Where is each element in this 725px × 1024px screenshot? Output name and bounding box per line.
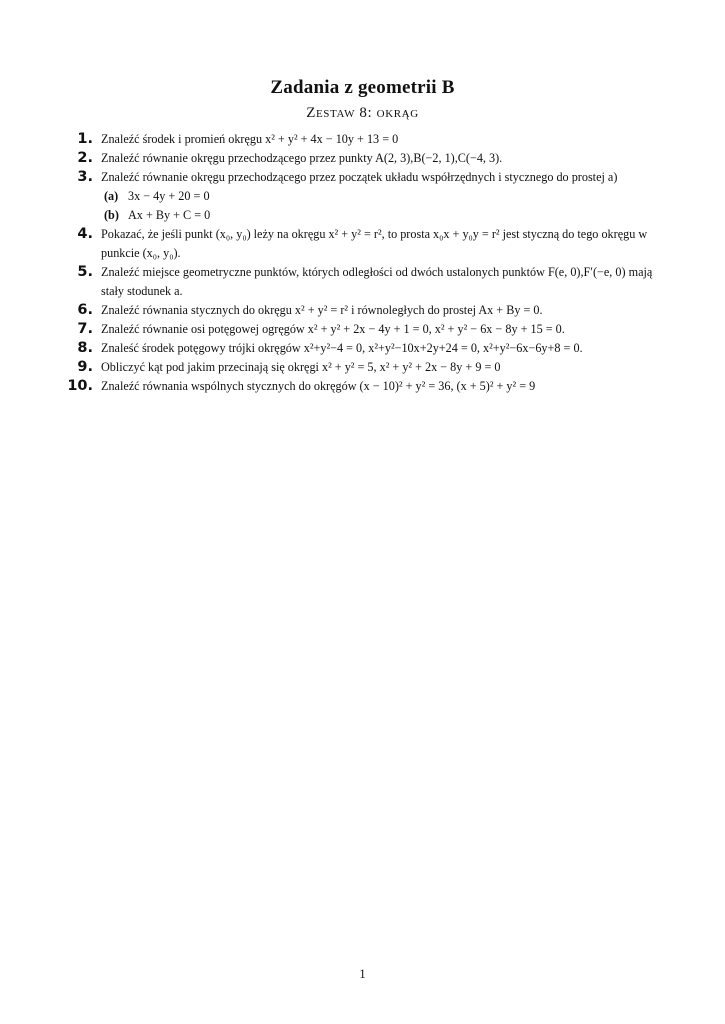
subitem-label: (b) [104, 208, 119, 222]
problem-number: 10. [67, 378, 93, 394]
subitem-a [0, 187, 725, 206]
subitem-label: (a) [104, 189, 119, 203]
problem-text: Znaleźć równanie okręgu przechodzącego przez początek układu współrzędnych i stycznego do prostej a) [101, 170, 618, 184]
problem-number: 9. [77, 359, 93, 375]
problem-text: Znaleźć równanie osi potęgowej ogręgów x² + y² + 2x − 4y + 1 = 0, x² + y² − 6x − 8y + 15 = 0. [101, 322, 565, 336]
problem-text: Znaleźć równania stycznych do okręgu x² + y² = r² i równoległych do prostej Ax + By = 0. [101, 303, 543, 317]
problem-item-4 [0, 225, 725, 263]
problem-number: 2. [77, 150, 93, 166]
page-number: 1 [359, 967, 366, 981]
problem-number: 1. [77, 131, 93, 147]
problem-text: Znaleźć miejsce geometryczne punktów, których odległości od dwóch ustalonych punktów F(e, 0),F′(−e, 0) mają stały stodunek a. [101, 265, 653, 298]
problem-number: 7. [77, 321, 93, 337]
problem-text: Znaleźć równanie okręgu przechodzącego przez punkty A(2, 3),B(−2, 1),C(−4, 3). [101, 151, 503, 165]
problem-item-2 [0, 149, 725, 168]
problem-text: Znaleźć równania wspólnych stycznych do okręgów (x − 10)² + y² = 36, (x + 5)² + y² = 9 [101, 379, 536, 393]
problem-item-6 [0, 301, 725, 320]
problem-number: 8. [77, 340, 93, 356]
document-subtitle: Zestaw 8: okrąg [306, 105, 419, 121]
subitem-b [0, 206, 725, 225]
problem-number: 6. [77, 302, 93, 318]
problem-number: 3. [77, 169, 93, 185]
problem-text: Znaleść środek potęgowy trójki okręgów x²+y²−4 = 0, x²+y²−10x+2y+24 = 0, x²+y²−6x−6y+8 = 0. [101, 341, 583, 355]
problem-item-5 [0, 263, 725, 301]
problem-item-8 [0, 339, 725, 358]
problem-number: 4. [77, 226, 93, 242]
problem-text: Znaleźć środek i promień okręgu x² + y² + 4x − 10y + 13 = 0 [101, 132, 399, 146]
problem-text: Obliczyć kąt pod jakim przecinają się okręgi x² + y² = 5, x² + y² + 2x − 8y + 9 = 0 [101, 360, 501, 374]
problem-text: Pokazać, że jeśli punkt (x₀, y₀) leży na okręgu x² + y² = r², to prosta x₀x + y₀y = r² jest styczną do tego okręgu w punkcie (x₀, y₀). [101, 227, 648, 260]
subitem-text: Ax + By + C = 0 [128, 208, 211, 222]
problem-item-1 [0, 130, 725, 149]
problem-item-10 [0, 377, 725, 396]
problem-number: 5. [77, 264, 93, 280]
problem-list [0, 130, 725, 396]
subitem-text: 3x − 4y + 20 = 0 [128, 189, 210, 203]
problem-item-9 [0, 358, 725, 377]
document-title: Zadania z geometrii B [270, 77, 455, 98]
problem-item-3 [0, 168, 725, 187]
problem-item-7 [0, 320, 725, 339]
